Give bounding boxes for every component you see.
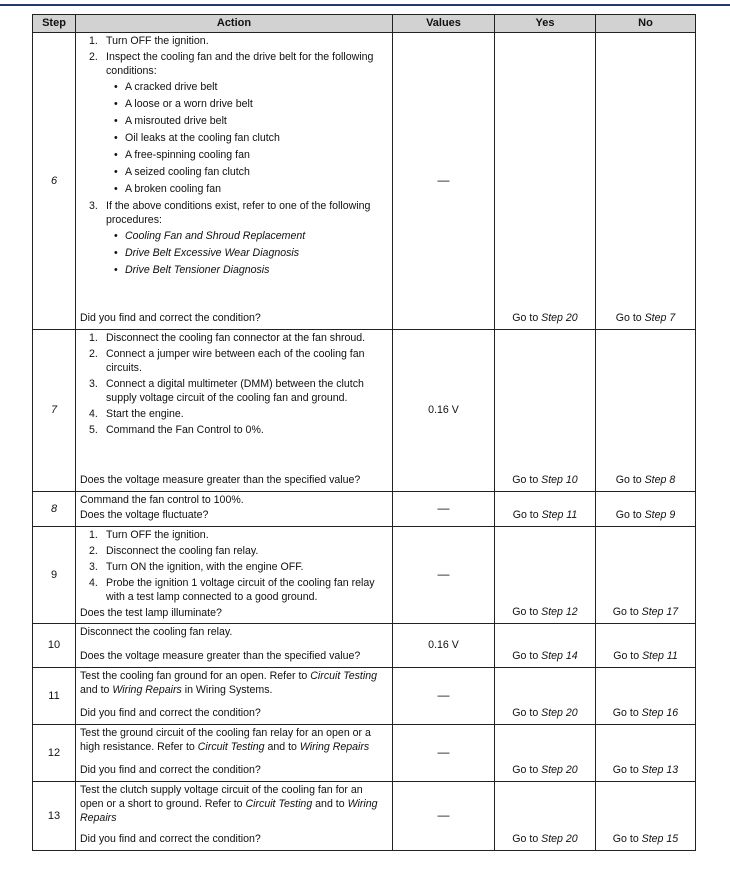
yes-cell[interactable]: Go to Step 11 (495, 492, 596, 527)
header-yes: Yes (495, 15, 596, 33)
action-cell (76, 668, 393, 725)
action-text: Disconnect the cooling fan relay. (80, 626, 233, 638)
step-number: 11 (33, 668, 76, 725)
action-item: 5. Command the Fan Control to 0%. (89, 423, 264, 436)
header-values: Values (393, 15, 495, 33)
question: Does the voltage measure greater than the specified value? (80, 650, 361, 663)
action-cell (76, 33, 393, 330)
diagnostic-table (32, 14, 696, 851)
action-cell (76, 782, 393, 851)
step-number: 9 (33, 527, 76, 624)
action-item: 2. Connect a jumper wire between each of the cooling fan circuits. (89, 347, 365, 374)
empty-dash: — (437, 745, 450, 760)
no-cell[interactable]: Go to Step 16 (596, 668, 696, 725)
header-no: No (596, 15, 696, 33)
step-link[interactable]: Step 17 (641, 606, 679, 619)
yes-cell[interactable]: Go to Step 10 (495, 330, 596, 492)
condition-item: • Oil leaks at the cooling fan clutch (106, 132, 388, 146)
circuit-testing-link[interactable]: Circuit Testing (310, 670, 378, 682)
value-cell: 0.16 V (393, 330, 495, 492)
question: Did you find and correct the condition? (80, 312, 261, 325)
step-row-8 (33, 492, 696, 527)
action-cell (76, 624, 393, 668)
step-number: 12 (33, 725, 76, 782)
value-cell (393, 725, 495, 782)
circuit-testing-link[interactable]: Circuit Testing (197, 740, 265, 753)
value-cell (393, 527, 495, 624)
action-item: 2. Disconnect the cooling fan relay. (89, 544, 259, 557)
header-row (33, 15, 696, 33)
question: Did you find and correct the condition? (80, 833, 261, 846)
header-action: Action (76, 15, 393, 33)
step-row-12 (33, 725, 696, 782)
yes-cell[interactable]: Go to Step 14 (495, 624, 596, 668)
step-link[interactable]: Step 13 (641, 764, 679, 777)
step-link[interactable]: Step 9 (644, 509, 676, 522)
procedure-link[interactable]: • Drive Belt Excessive Wear Diagnosis (106, 247, 388, 261)
question: Does the voltage fluctuate? (80, 509, 209, 522)
step-row-6 (33, 33, 696, 330)
action-cell (76, 330, 393, 492)
step-number: 8 (33, 492, 76, 527)
step-link[interactable]: Step 20 (541, 764, 578, 777)
condition-item: • A misrouted drive belt (106, 115, 388, 129)
empty-dash: — (437, 808, 450, 823)
procedure-link[interactable]: • Cooling Fan and Shroud Replacement (106, 230, 388, 244)
question: Did you find and correct the condition? (80, 707, 261, 720)
wiring-repairs-link[interactable]: Wiring Repairs (112, 683, 182, 696)
action-text: Test the clutch supply voltage circuit of the cooling fan for an open or a short to ground. Refer to Circuit Testing and to Wiring Repairs (80, 784, 378, 824)
value-cell (393, 782, 495, 851)
action-item: 3. Connect a digital multimeter (DMM) between the clutch supply voltage circuit of the cooling fan and ground. (89, 377, 364, 404)
no-cell[interactable]: Go to Step 7 (596, 33, 696, 330)
step-link[interactable]: Step 20 (541, 312, 578, 325)
yes-cell[interactable]: Go to Step 20 (495, 725, 596, 782)
step-link[interactable]: Step 15 (641, 833, 679, 846)
value-cell (393, 492, 495, 527)
no-cell[interactable]: Go to Step 8 (596, 330, 696, 492)
condition-item: • A seized cooling fan clutch (106, 166, 388, 180)
value-cell (393, 33, 495, 330)
action-item: 1. Turn OFF the ignition. (89, 529, 209, 541)
step-row-7 (33, 330, 696, 492)
step-link[interactable]: Step 20 (541, 707, 578, 720)
action-cell (76, 725, 393, 782)
empty-dash: — (437, 173, 450, 188)
step-number: 10 (33, 624, 76, 668)
procedure-link[interactable]: • Drive Belt Tensioner Diagnosis (106, 264, 388, 278)
condition-item: • A broken cooling fan (106, 183, 388, 197)
header-step: Step (33, 15, 76, 33)
step-number: 13 (33, 782, 76, 851)
action-text: Test the ground circuit of the cooling fan relay for an open or a high resistance. Refer to Circuit Testing and to Wiring Repairs (80, 727, 371, 753)
yes-cell[interactable]: Go to Step 20 (495, 33, 596, 330)
top-rule (0, 4, 730, 6)
procedure-list (106, 230, 388, 278)
action-text: Test the cooling fan ground for an open. Refer to Circuit Testing and to Wiring Repairs in Wiring Systems. (80, 670, 378, 696)
no-cell[interactable]: Go to Step 13 (596, 725, 696, 782)
action-item: 3. If the above conditions exist, refer to one of the following procedures: • Cooling Fan and Shroud Replacement • Drive Belt Excessive Wear Diagnosis • Drive Belt Tensioner Diagnosis (80, 200, 388, 278)
question: Does the voltage measure greater than the specified value? (80, 474, 361, 487)
step-number: 7 (33, 330, 76, 492)
condition-list (106, 81, 388, 197)
condition-item: • A free-spinning cooling fan (106, 149, 388, 163)
action-item: 4. Start the engine. (89, 407, 184, 420)
step-row-10 (33, 624, 696, 668)
action-cell (76, 492, 393, 527)
no-cell[interactable]: Go to Step 17 (596, 527, 696, 624)
no-cell[interactable]: Go to Step 15 (596, 782, 696, 851)
yes-cell[interactable]: Go to Step 12 (495, 527, 596, 624)
wiring-repairs-link[interactable]: Wiring Repairs (80, 797, 378, 824)
empty-dash: — (437, 567, 450, 582)
question: Does the test lamp illuminate? (80, 606, 222, 619)
question: Did you find and correct the condition? (80, 764, 261, 777)
yes-cell[interactable]: Go to Step 20 (495, 668, 596, 725)
step-number: 6 (33, 33, 76, 330)
action-item: 1. Turn OFF the ignition. (89, 35, 209, 47)
step-row-11 (33, 668, 696, 725)
step-row-9 (33, 527, 696, 624)
empty-dash: — (437, 501, 450, 516)
wiring-repairs-link[interactable]: Wiring Repairs (299, 740, 370, 753)
step-link[interactable]: Step 16 (641, 707, 679, 720)
value-cell: 0.16 V (393, 624, 495, 668)
step-row-13 (33, 782, 696, 851)
no-cell[interactable]: Go to Step 9 (596, 492, 696, 527)
step-link[interactable]: Step 11 (541, 509, 578, 522)
action-item: 1. Disconnect the cooling fan connector at the fan shroud. (89, 332, 366, 344)
step-link[interactable]: Step 12 (541, 606, 578, 619)
action-cell (76, 527, 393, 624)
action-item: 4. Probe the ignition 1 voltage circuit of the cooling fan relay with a test lamp connected to a good ground. (89, 576, 375, 603)
step-link[interactable]: Step 20 (541, 833, 578, 846)
circuit-testing-link[interactable]: Circuit Testing (245, 797, 313, 810)
action-item: 3. Turn ON the ignition, with the engine OFF. (89, 560, 304, 573)
step-link[interactable]: Step 14 (541, 650, 578, 663)
step-link[interactable]: Step 8 (644, 474, 676, 487)
step-link[interactable]: Step 10 (541, 474, 578, 487)
no-cell[interactable]: Go to Step 11 (596, 624, 696, 668)
action-text: Command the fan control to 100%. (80, 494, 244, 506)
action-item: 2. Inspect the cooling fan and the drive belt for the following conditions: • A cracked drive belt • A loose or a worn drive belt • A misrouted drive belt • Oil leaks at the cooling fan clutch • A free-spinning cooling fan • A seized cooling fan clutch • A broken cooling fan (80, 51, 388, 197)
condition-item: • A cracked drive belt (106, 81, 388, 95)
yes-cell[interactable]: Go to Step 20 (495, 782, 596, 851)
value-cell (393, 668, 495, 725)
step-link[interactable]: Step 7 (644, 312, 676, 325)
step-link[interactable]: Step 11 (642, 650, 678, 663)
condition-item: • A loose or a worn drive belt (106, 98, 388, 112)
empty-dash: — (437, 688, 450, 703)
